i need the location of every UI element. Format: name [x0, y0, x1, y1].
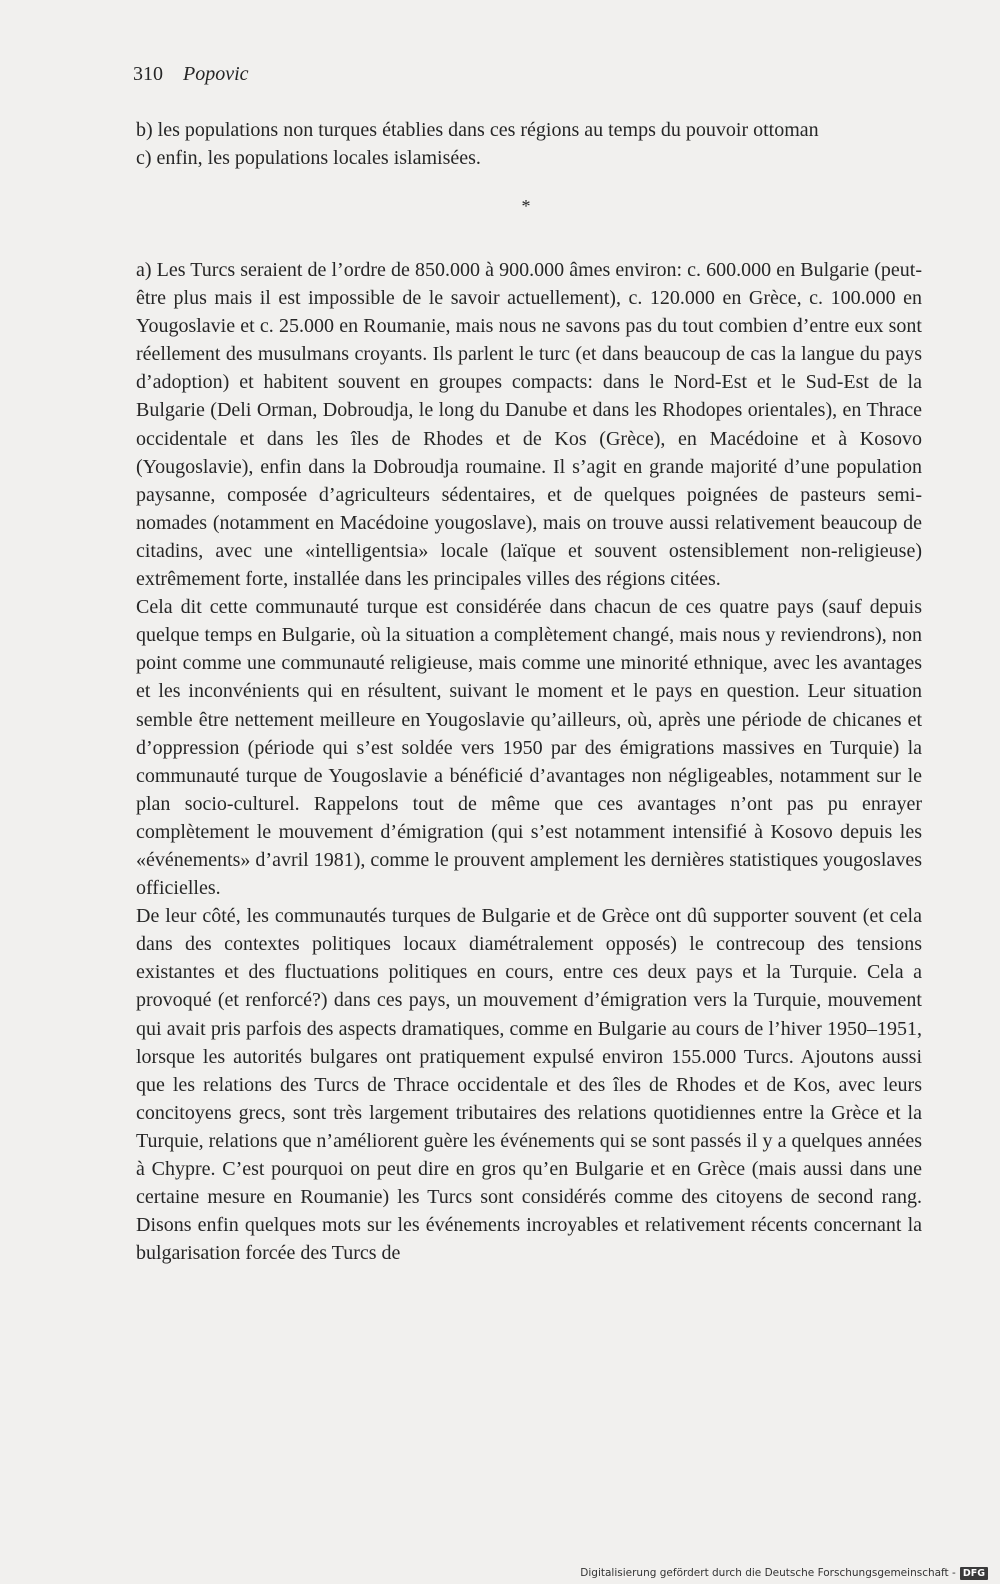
paragraph: a) Les Turcs seraient de l’ordre de 850.000 à 900.000 âmes environ: c. 600.000 en Bulgarie (peut-être plus mais il est impossible de le savoir actuellement), c. 120.000 en Grèce, c. 100.000 en Yougoslavie et c. 25.000 en Roumanie, mais nous ne savons pas du tout combien d’entre eux sont réellement des musulmans croyants. Ils parlent le turc (et dans beaucoup de cas la langue du pays d’adoption) et habitent souvent en groupes compacts: dans le Nord-Est et le Sud-Est de la Bulgarie (Deli Orman, Dobroudja, le long du Danube et dans les Rhodopes orientales), en Thrace occidentale et dans les îles de Rhodes et de Kos (Grèce), en Macédoine et à Kosovo (Yougoslavie), enfin dans la Dobroudja roumaine. Il s’agit en grande majorité d’une population paysanne, composée d’agriculteurs sédentaires, et de quelques poignées de pasteurs semi-nomades (notamment en Macédoine yougoslave), mais on trouve aussi relativement beaucoup de citadins, avec une «intelligentsia» locale (laïque et souvent ostensiblement non-religieuse) extrêmement forte, installée dans les principales villes des régions citées.: [136, 259, 922, 591]
intro-item-b: b) les populations non turques établies dans ces régions au temps du pouvoir ottoman: [136, 119, 819, 141]
footer-text: Digitalisierung gefördert durch die Deutsche Forschungsgemeinschaft -: [580, 1567, 956, 1579]
digitization-footer: [580, 1566, 988, 1580]
page-number: 310: [133, 63, 163, 85]
page-header: [133, 60, 249, 88]
paragraph: Cela dit cette communauté turque est considérée dans chacun de ces quatre pays (sauf depuis quelque temps en Bulgarie, où la situation a complètement changé, mais nous y reviendrons), non point comme une communauté religieuse, mais comme une minorité ethnique, avec les avantages et les inconvénients qui en résultent, suivant le moment et le pays en question. Leur situation semble être nettement meilleure en Yougoslavie qu’ailleurs, où, après une période de chicanes et d’oppression (période qui s’est soldée vers 1950 par des émigrations massives en Turquie) la communauté turque de Yougoslavie a bénéficié d’avantages non négligeables, notamment sur le plan socio-culturel. Rappelons tout de même que ces avantages n’ont pas pu enrayer complètement le mouvement d’émigration (qui s’est notamment intensifié à Kosovo depuis les «événements» d’avril 1981), comme le prouvent amplement les dernières statistiques yougoslaves officielles.: [136, 596, 922, 900]
intro-list: [136, 116, 936, 172]
body-text: [136, 256, 922, 1267]
paragraph: De leur côté, les communautés turques de Bulgarie et de Grèce ont dû supporter souvent (et cela dans des contextes politiques locaux diamétralement opposés) le contrecoup des tensions existantes et des fluctuations politiques en cours, entre ces deux pays et la Turquie. Cela a provoqué (et renforcé?) dans ces pays, un mouvement d’émigration vers la Turquie, mouvement qui avait pris parfois des aspects dramatiques, comme en Bulgarie au cours de l’hiver 1950–1951, lorsque les autorités bulgares ont pratiquement expulsé environ 155.000 Turcs. Ajoutons aussi que les relations des Turcs de Thrace occidentale et des îles de Rhodes et de Kos, avec leurs concitoyens grecs, sont très largement tributaires des relations quotidiennes entre la Grèce et la Turquie, relations que n’améliorent guère les événements qui se sont passés il y a quelques années à Chypre. C’est pourquoi on peut dire en gros qu’en Bulgarie et en Grèce (mais aussi dans une certaine mesure en Roumanie) les Turcs sont considérés comme des citoyens de second rang. Disons enfin quelques mots sur les événements incroyables et relativement récents concernant la bulgarisation forcée des Turcs de: [136, 905, 922, 1265]
section-separator: *: [521, 196, 531, 216]
running-head: Popovic: [183, 63, 249, 85]
dfg-logo: DFG: [960, 1567, 988, 1580]
intro-item-c: c) enfin, les populations locales islamisées.: [136, 147, 481, 169]
